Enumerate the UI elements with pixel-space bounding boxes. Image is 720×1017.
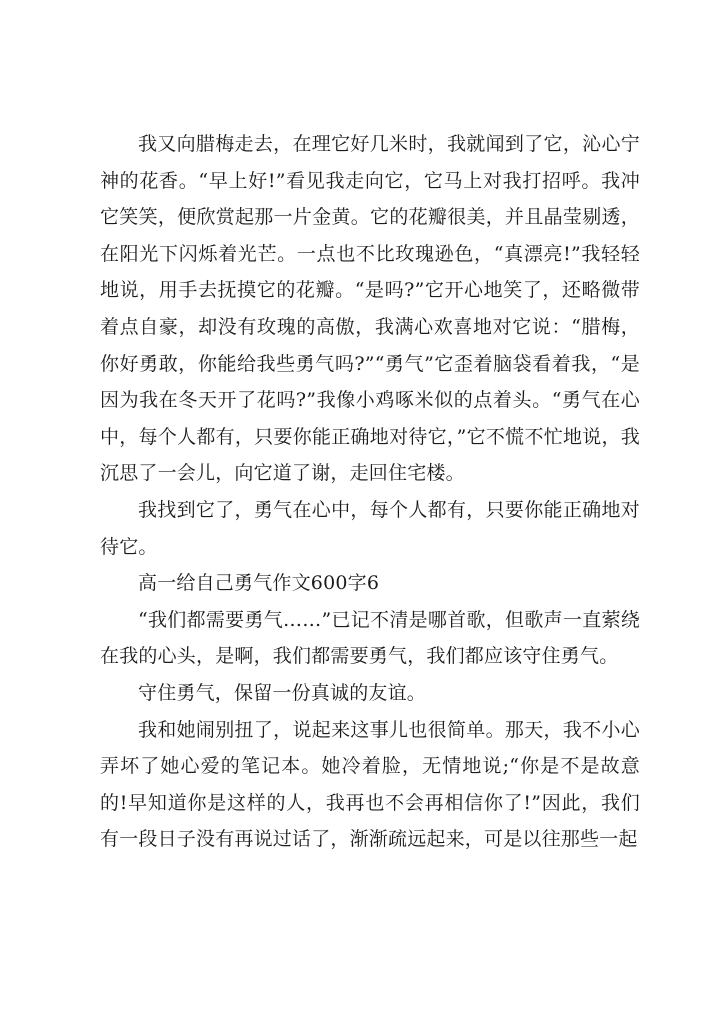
paragraph-2: 我找到它了，勇气在心中，每个人都有，只要你能正确地对待它。: [100, 498, 640, 558]
section-heading: 高一给自己勇气作文600字6: [138, 572, 380, 595]
paragraph-1: 我又向腊梅走去，在理它好几米时，我就闻到了它，沁心宁神的花香。“早上好!”看见我走向它，它马上对我打招呼。我冲它笑笑，便欣赏起那一片金黄。它的花瓣很美，并且晶莹剔透，在阳光下闪烁着光芒。一点也不比玫瑰逊色，“真漂亮!”我轻轻地说，用手去抚摸它的花瓣。“是吗?”它开心地笑了，还略微带着点自豪，却没有玫瑰的高傲，我满心欢喜地对它说：“腊梅，你好勇敢，你能给我些勇气吗?”“勇气”它歪着脑袋看着我，“是因为我在冬天开了花吗?”我像小鸡啄米似的点着头。“勇气在心中，每个人都有，只要你能正确地对待它，”它不慌不忙地说，我沉思了一会儿，向它道了谢，走回住宅楼。: [100, 133, 640, 485]
paragraph-4: 守住勇气，保留一份真诚的友谊。: [138, 681, 427, 704]
paragraph-5: 我和她闹别扭了，说起来这事儿也很简单。那天，我不小心弄坏了她心爱的笔记本。她冷着脸，无情地说;“你是不是故意的!早知道你是这样的人，我再也不会再相信你了!”因此，我们有一段日子没有再说过话了，渐渐疏远起来，可是以往那些一起: [100, 718, 640, 851]
document-page: [100, 126, 640, 858]
paragraph-3: “我们都需要勇气……”已记不清是哪首歌，但歌声一直萦绕在我的心头，是啊，我们都需要勇气，我们都应该守住勇气。: [100, 608, 640, 668]
